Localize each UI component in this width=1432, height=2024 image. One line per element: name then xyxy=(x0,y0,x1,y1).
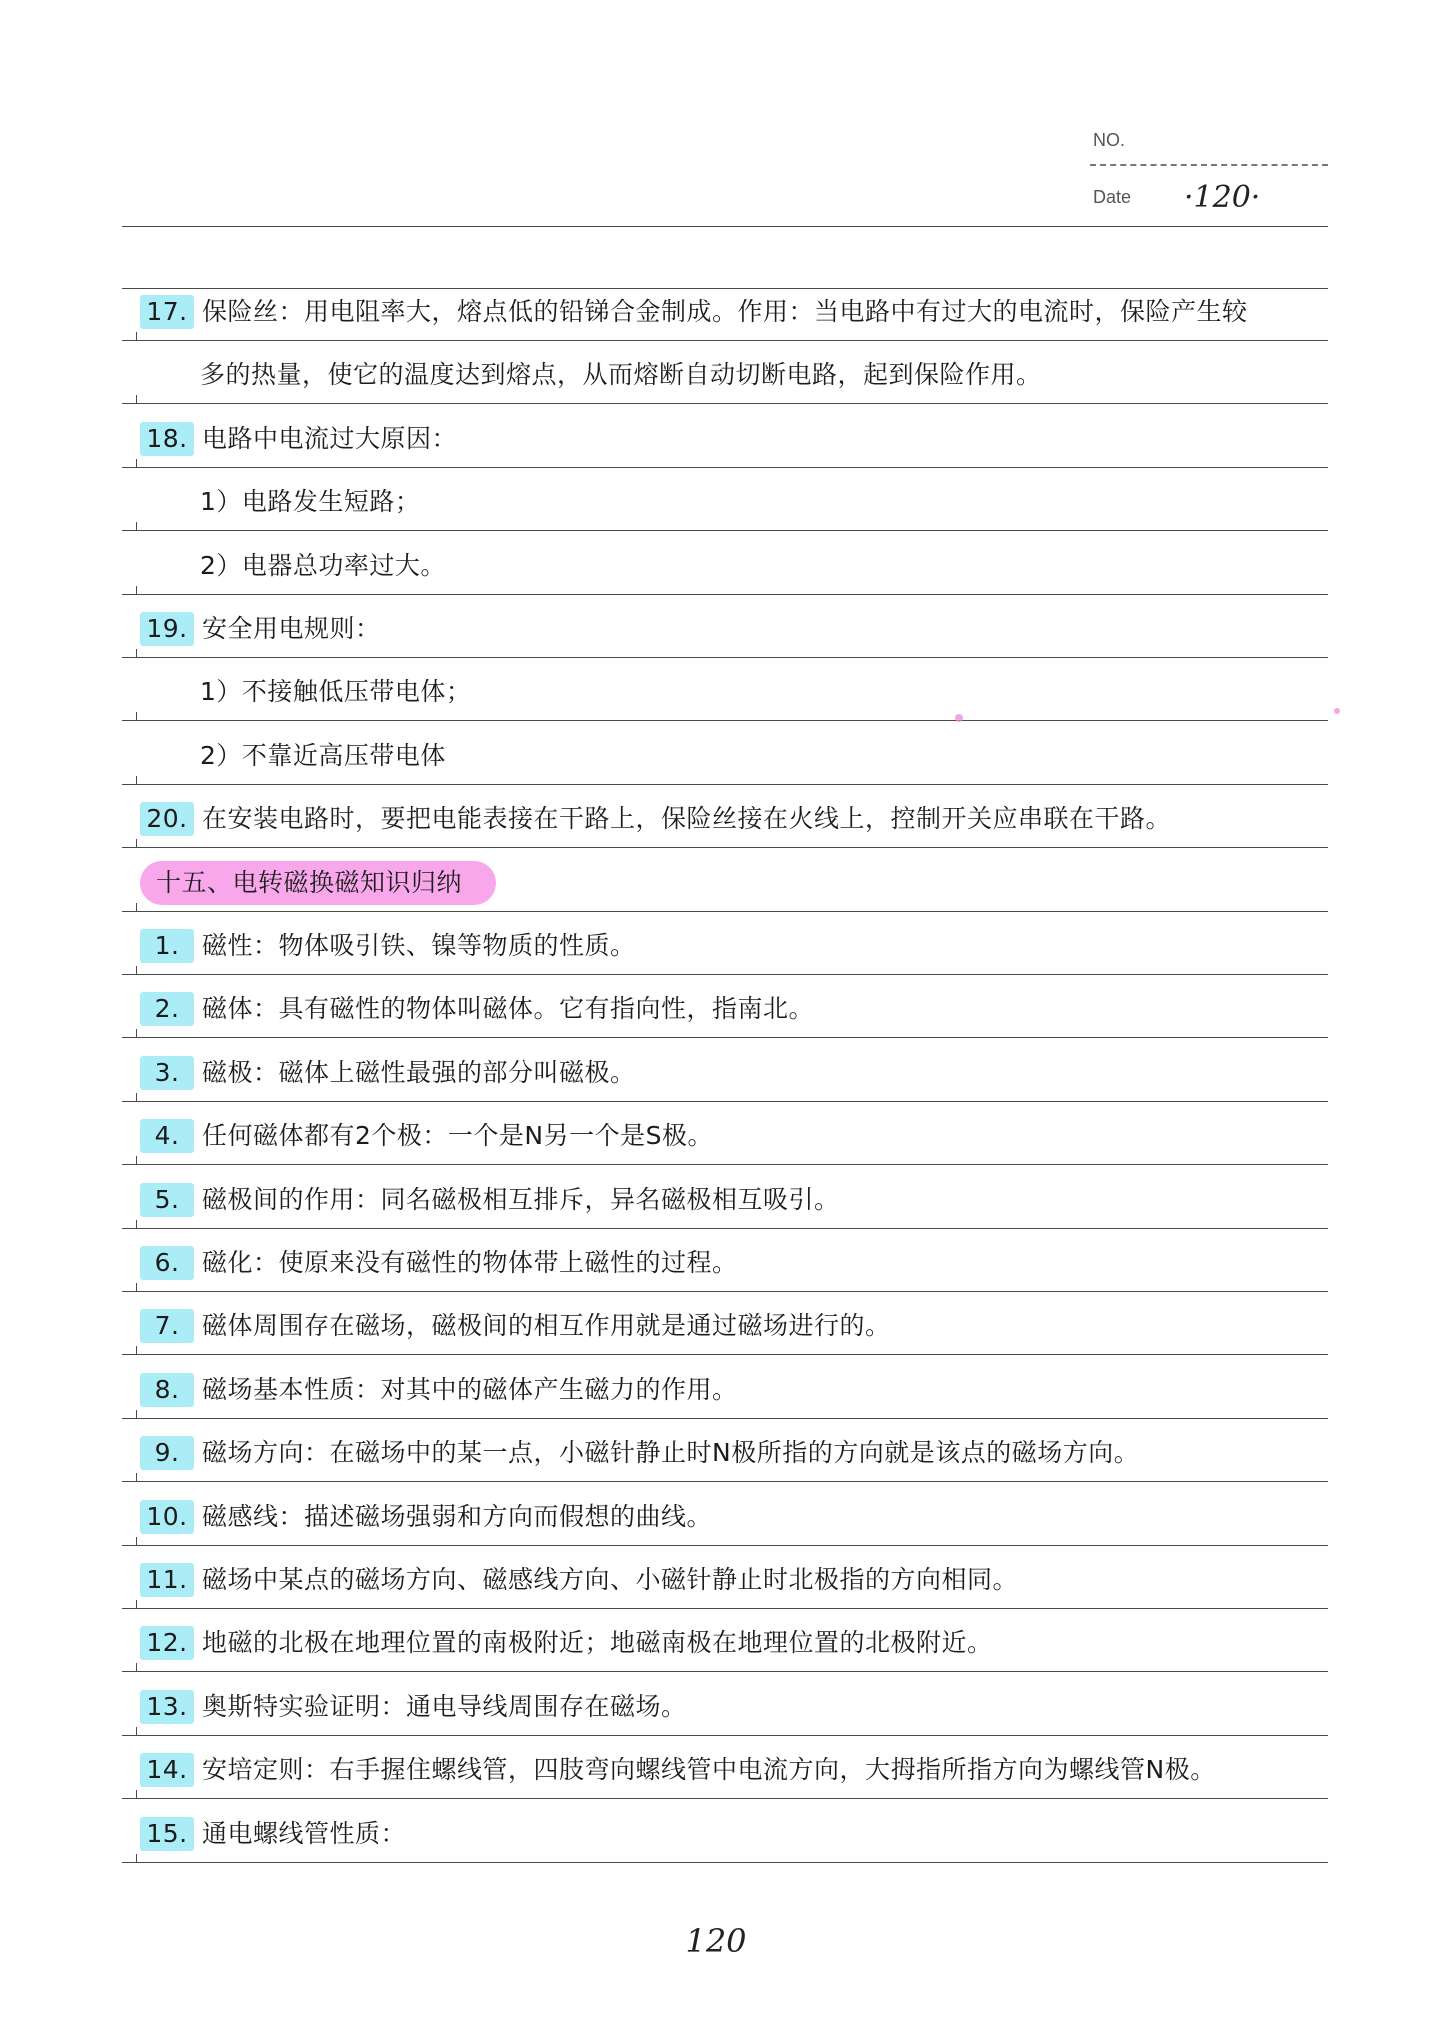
no-label: NO. xyxy=(1093,130,1126,150)
note-line xyxy=(200,345,1042,405)
ruled-line-tick xyxy=(136,1663,137,1671)
note-line xyxy=(200,726,446,786)
note-text: 2）电器总功率过大。 xyxy=(200,551,446,580)
ruled-line-tick xyxy=(136,1473,137,1481)
item-number: 11. xyxy=(140,1563,194,1597)
note-text: 地磁的北极在地理位置的南极附近；地磁南极在地理位置的北极附近。 xyxy=(202,1628,993,1657)
ruled-line-tick xyxy=(136,1346,137,1354)
ruled-line-tick xyxy=(136,1537,137,1545)
note-line xyxy=(140,1550,1018,1610)
note-line xyxy=(140,282,1248,342)
note-text: 磁性：物体吸引铁、镍等物质的性质。 xyxy=(202,931,636,960)
note-text: 安培定则：右手握住螺线管，四肢弯向螺线管中电流方向，大拇指所指方向为螺线管N极。 xyxy=(202,1755,1216,1784)
note-line xyxy=(140,409,457,469)
note-line xyxy=(200,662,471,722)
ruled-line-tick xyxy=(136,522,137,530)
ruled-line-tick xyxy=(136,903,137,911)
item-number: 18. xyxy=(140,422,194,456)
note-text: 磁体：具有磁性的物体叫磁体。它有指向性，指南北。 xyxy=(202,994,815,1023)
section-heading xyxy=(140,853,496,913)
ruled-line-tick xyxy=(136,776,137,784)
item-number: 1. xyxy=(140,929,194,963)
item-number: 9. xyxy=(140,1436,194,1470)
ruled-line-tick xyxy=(136,459,137,467)
date-label: Date xyxy=(1093,187,1132,207)
note-line xyxy=(140,1360,738,1420)
ruled-line-tick xyxy=(136,1156,137,1164)
note-text: 磁极：磁体上磁性最强的部分叫磁极。 xyxy=(202,1058,636,1087)
header-rule xyxy=(122,226,1328,227)
highlighter-dot xyxy=(1334,708,1340,714)
ruled-line-tick xyxy=(136,1790,137,1798)
item-number: 5. xyxy=(140,1183,194,1217)
ruled-line-tick xyxy=(136,1029,137,1037)
note-text: 电路中电流过大原因： xyxy=(202,424,458,453)
ruled-line-tick xyxy=(136,649,137,657)
note-text: 磁极间的作用：同名磁极相互排斥，异名磁极相互吸引。 xyxy=(202,1185,840,1214)
note-text: 磁化：使原来没有磁性的物体带上磁性的过程。 xyxy=(202,1248,738,1277)
item-number: 20. xyxy=(140,802,194,836)
ruled-line-tick xyxy=(136,1283,137,1291)
ruled-line-tick xyxy=(136,1854,137,1862)
item-number: 3. xyxy=(140,1056,194,1090)
ruled-line-tick xyxy=(136,332,137,340)
note-line xyxy=(140,979,814,1039)
note-text: 1）不接触低压带电体； xyxy=(200,677,472,706)
note-text: 通电螺线管性质： xyxy=(202,1819,407,1848)
ruled-line-tick xyxy=(136,839,137,847)
note-text: 多的热量，使它的温度达到熔点，从而熔断自动切断电路，起到保险作用。 xyxy=(200,360,1042,389)
note-text: 1）电路发生短路； xyxy=(200,487,421,516)
date-value: ·120· xyxy=(1184,180,1261,215)
note-line xyxy=(140,1423,1139,1483)
item-number: 10. xyxy=(140,1500,194,1534)
item-number: 2. xyxy=(140,992,194,1026)
ruled-line-tick xyxy=(136,966,137,974)
note-line xyxy=(140,1677,687,1737)
item-number: 12. xyxy=(140,1626,194,1660)
item-number: 17. xyxy=(140,295,194,329)
note-text: 磁场方向：在磁场中的某一点，小磁针静止时N极所指的方向就是该点的磁场方向。 xyxy=(202,1438,1140,1467)
ruled-line-tick xyxy=(136,712,137,720)
note-line xyxy=(140,1043,636,1103)
note-line xyxy=(140,789,1171,849)
item-number: 8. xyxy=(140,1373,194,1407)
item-number: 13. xyxy=(140,1690,194,1724)
ruled-line-tick xyxy=(136,1093,137,1101)
note-text: 在安装电路时，要把电能表接在干路上，保险丝接在火线上，控制开关应串联在干路。 xyxy=(202,804,1172,833)
note-line xyxy=(140,1613,993,1673)
note-text: 奥斯特实验证明：通电导线周围存在磁场。 xyxy=(202,1692,687,1721)
note-text: 2）不靠近高压带电体 xyxy=(200,741,446,770)
ruled-line-tick xyxy=(136,1410,137,1418)
ruled-line-tick xyxy=(136,586,137,594)
note-line xyxy=(140,1740,1216,1800)
note-line xyxy=(140,1170,840,1230)
note-line xyxy=(200,536,446,596)
item-number: 7. xyxy=(140,1309,194,1343)
note-line xyxy=(200,472,420,532)
note-text: 磁感线：描述磁场强弱和方向而假想的曲线。 xyxy=(202,1502,713,1531)
note-text: 安全用电规则： xyxy=(202,614,381,643)
item-number: 15. xyxy=(140,1817,194,1851)
page-number: 120 xyxy=(685,1922,747,1960)
section-heading-text: 十五、电转磁换磁知识归纳 xyxy=(140,861,496,905)
item-number: 4. xyxy=(140,1119,194,1153)
item-number: 14. xyxy=(140,1753,194,1787)
note-text: 磁体周围存在磁场，磁极间的相互作用就是通过磁场进行的。 xyxy=(202,1311,891,1340)
ruled-line-tick xyxy=(136,1220,137,1228)
item-number: 19. xyxy=(140,612,194,646)
note-text: 任何磁体都有2个极：一个是N另一个是S极。 xyxy=(202,1121,713,1150)
note-line xyxy=(140,1296,891,1356)
ruled-line-tick xyxy=(136,1600,137,1608)
note-line xyxy=(140,916,636,976)
note-line xyxy=(140,1106,713,1166)
note-line xyxy=(140,1804,406,1864)
note-text: 保险丝：用电阻率大，熔点低的铅锑合金制成。作用：当电路中有过大的电流时，保险产生较 xyxy=(202,297,1248,326)
no-dotted-rule xyxy=(1090,164,1328,166)
note-line xyxy=(140,1487,712,1547)
highlighter-dot xyxy=(955,714,963,722)
ruled-line-tick xyxy=(136,395,137,403)
ruled-line-tick xyxy=(136,1727,137,1735)
item-number: 6. xyxy=(140,1246,194,1280)
note-text: 磁场中某点的磁场方向、磁感线方向、小磁针静止时北极指的方向相同。 xyxy=(202,1565,1019,1594)
note-text: 磁场基本性质：对其中的磁体产生磁力的作用。 xyxy=(202,1375,738,1404)
note-line xyxy=(140,599,381,659)
note-line xyxy=(140,1233,738,1293)
